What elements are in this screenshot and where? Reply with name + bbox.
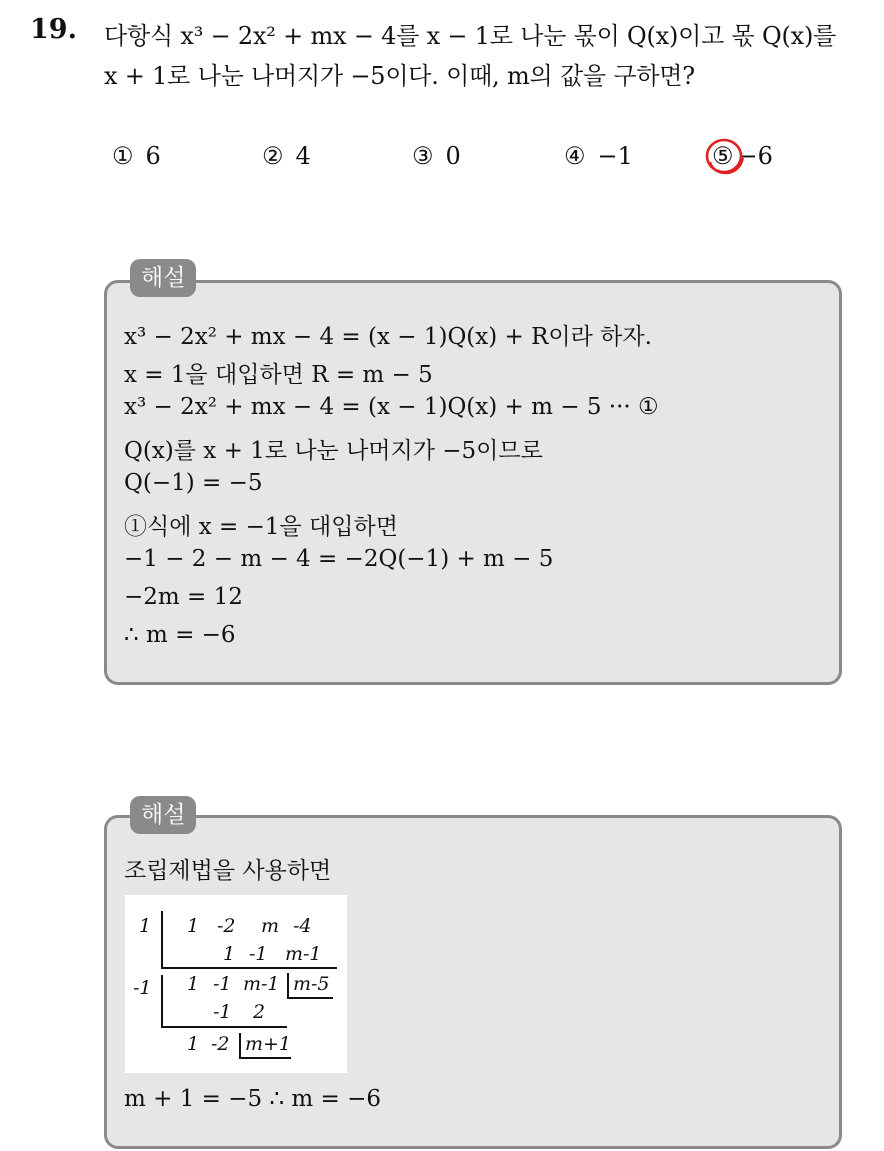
solution-tag: 해설 (130, 796, 196, 834)
division-bar-vertical (161, 975, 163, 1027)
division-bar-horizontal (161, 1026, 287, 1028)
solution-conclusion: m + 1 = −5 ∴ m = −6 (124, 1086, 381, 1112)
coef-cell: m (261, 915, 280, 937)
division-bar-horizontal (161, 967, 337, 969)
product-cell: 2 (253, 1001, 266, 1023)
choice-4[interactable] (564, 142, 633, 170)
choice-value: 6 (145, 142, 161, 170)
remainder-bar (239, 1033, 241, 1057)
choice-mark: ⑤ (712, 142, 734, 170)
division-bar-vertical (161, 911, 163, 969)
choice-value: −6 (737, 142, 773, 170)
result-cell: -2 (211, 1033, 230, 1055)
choice-3[interactable] (412, 142, 461, 170)
remainder-underline (287, 997, 333, 999)
remainder-underline (239, 1057, 291, 1059)
coef-cell: -2 (217, 915, 236, 937)
remainder-cell: m-5 (293, 973, 330, 995)
solution-line: Q(−1) = −5 (124, 470, 263, 496)
quotient-cell: m-1 (243, 973, 280, 995)
divisor-1: 1 (139, 915, 152, 937)
choice-value: 4 (295, 142, 311, 170)
solution-tag: 해설 (130, 259, 196, 297)
choice-mark: ③ (412, 142, 434, 170)
choice-1[interactable] (112, 142, 161, 170)
solution-line: ①식에 x = −1을 대입하면 (124, 514, 398, 540)
solution-line: −2m = 12 (124, 584, 243, 610)
product-cell: 1 (223, 943, 236, 965)
solution-line: x³ − 2x² + mx − 4 = (x − 1)Q(x) + R이라 하자. (124, 324, 652, 350)
coef-cell: 1 (187, 915, 200, 937)
solution-line: −1 − 2 − m − 4 = −2Q(−1) + m − 5 (124, 546, 554, 572)
solution-intro: 조립제법을 사용하면 (124, 858, 332, 884)
synthetic-division (125, 895, 347, 1073)
choice-mark: ② (262, 142, 284, 170)
product-cell: m-1 (285, 943, 322, 965)
product-cell: -1 (249, 943, 268, 965)
remainder-cell: m+1 (245, 1033, 292, 1055)
remainder-bar (287, 973, 289, 997)
question-text-line2: x + 1로 나눈 나머지가 −5이다. 이때, m의 값을 구하면? (104, 62, 695, 90)
product-cell: -1 (213, 1001, 232, 1023)
choice-value: −1 (597, 142, 633, 170)
solution-line: ∴ m = −6 (124, 622, 236, 648)
solution-line: x³ − 2x² + mx − 4 = (x − 1)Q(x) + m − 5 ··· ① (124, 394, 659, 420)
choice-5[interactable] (712, 142, 773, 170)
quotient-cell: 1 (187, 973, 200, 995)
result-cell: 1 (187, 1033, 200, 1055)
solution-line: Q(x)를 x + 1로 나눈 나머지가 −5이므로 (124, 438, 543, 464)
choice-value: 0 (445, 142, 461, 170)
answer-choices (0, 142, 884, 182)
choice-mark: ① (112, 142, 134, 170)
divisor-2: -1 (133, 977, 152, 999)
question-number: 19. (30, 14, 77, 45)
choice-2[interactable] (262, 142, 311, 170)
quotient-cell: -1 (213, 973, 232, 995)
choice-mark: ④ (564, 142, 586, 170)
solution-line: x = 1을 대입하면 R = m − 5 (124, 362, 433, 388)
coef-cell: -4 (293, 915, 312, 937)
question-text-line1: 다항식 x³ − 2x² + mx − 4를 x − 1로 나눈 몫이 Q(x)이고 몫 Q(x)를 (104, 22, 837, 50)
